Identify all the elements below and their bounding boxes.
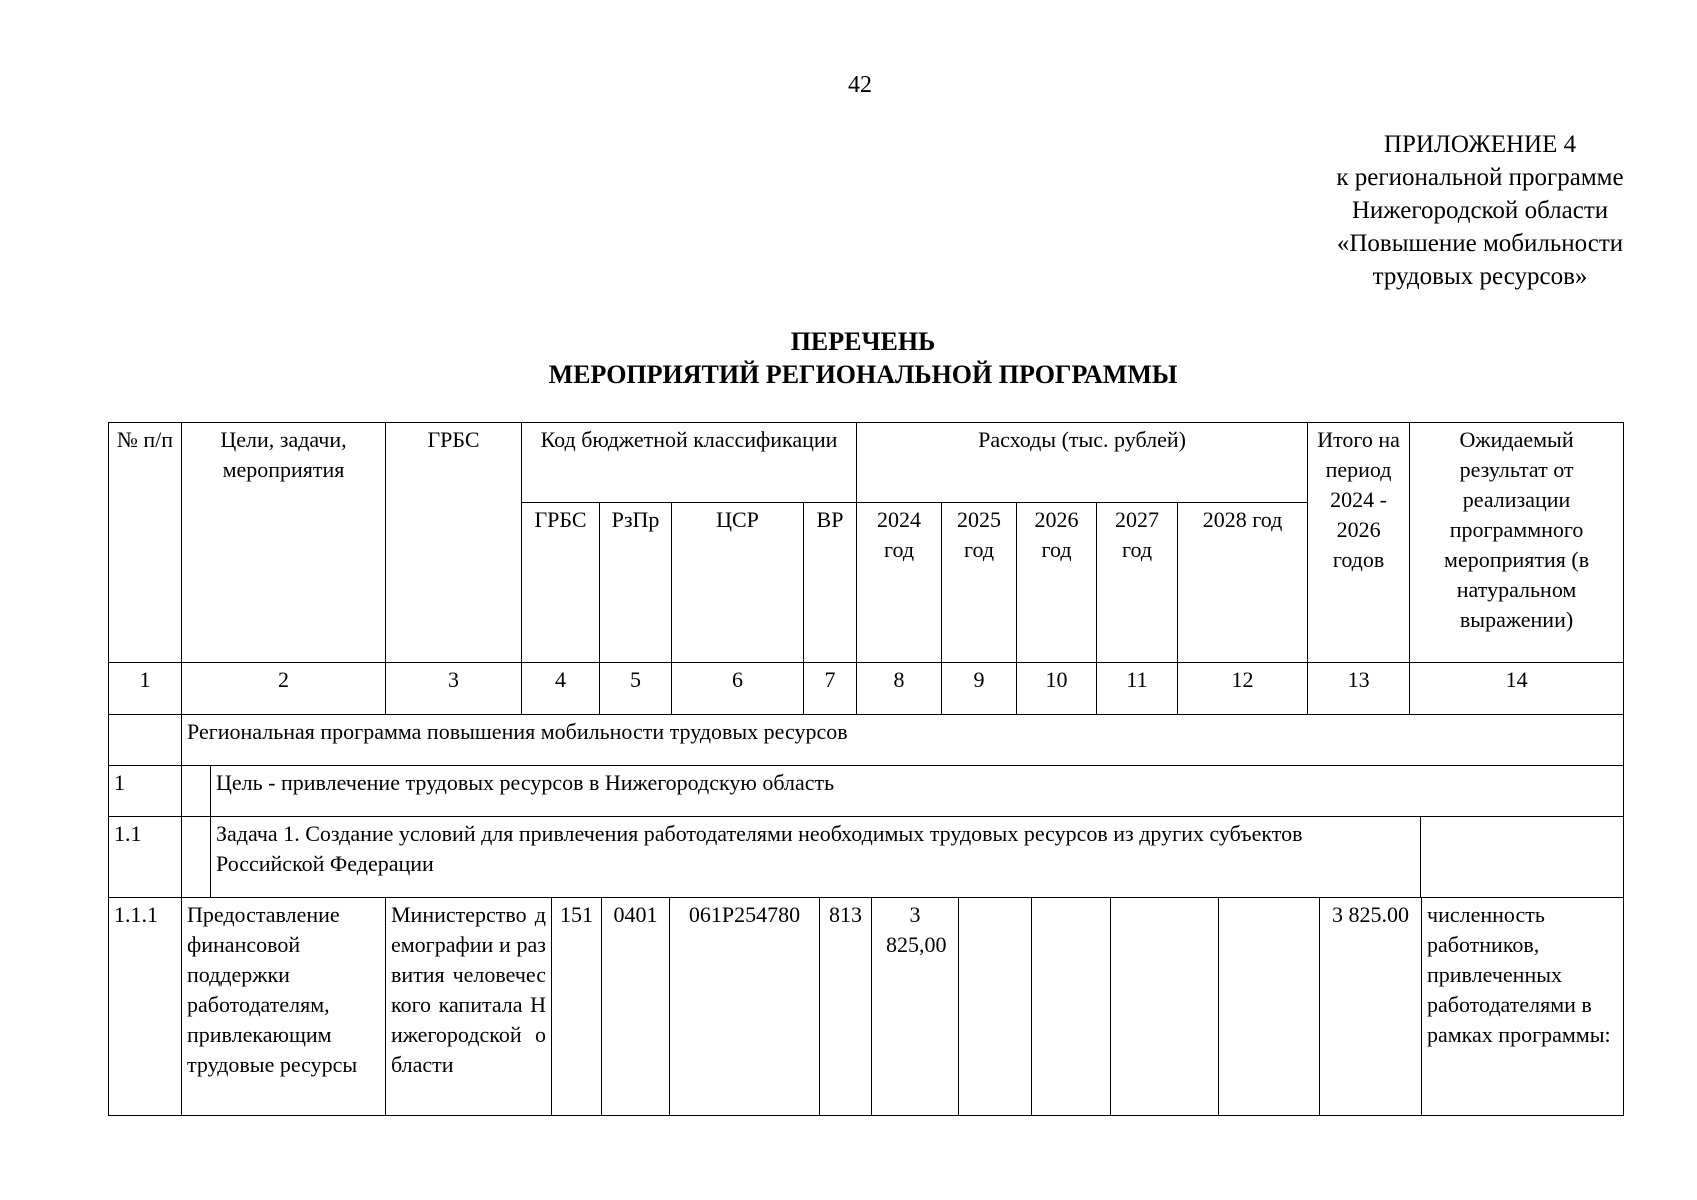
measure-2026 [1032, 898, 1111, 1116]
program-goal-table [108, 714, 1624, 817]
task-row [109, 817, 1624, 898]
header-num: № п/п [109, 423, 182, 663]
appendix-line: ПРИЛОЖЕНИЕ 4 [1383, 131, 1577, 158]
measure-number: 1.1.1 [109, 898, 182, 1116]
column-number: 1 [109, 663, 182, 715]
measure-grbs-name: Министерство демографии и развития человеческого капитала Нижегородской области [386, 898, 552, 1116]
header-table [108, 422, 1624, 715]
header-year-2027: 2027 год [1097, 503, 1178, 663]
column-number: 5 [600, 663, 672, 715]
appendix-line: трудовых ресурсов» [1372, 263, 1588, 290]
header-year-2026: 2026 год [1017, 503, 1097, 663]
program-row [109, 715, 1624, 766]
appendix-line: «Повышение мобильности [1336, 230, 1624, 257]
column-number: 6 [672, 663, 804, 715]
measure-table [108, 897, 1624, 1116]
header-year-2024: 2024 год [857, 503, 942, 663]
measure-name: Предоставление финансовой поддержки работодателям, привлекающим трудовые ресурсы [182, 898, 386, 1116]
header-result: Ожидаемый результат от реализации программного мероприятия (в натуральном выражении) [1410, 423, 1624, 663]
column-number: 13 [1308, 663, 1410, 715]
column-number: 9 [942, 663, 1017, 715]
document-title [0, 325, 1697, 391]
header-code-rzpr: РзПр [600, 503, 672, 663]
appendix-heading [1180, 128, 1697, 293]
column-numbers-row [109, 663, 1624, 715]
measure-code-vr: 813 [820, 898, 872, 1116]
measure-row [109, 898, 1624, 1116]
header-expenses: Расходы (тыс. рублей) [857, 423, 1308, 503]
header-year-2028: 2028 год [1178, 503, 1308, 663]
measure-2027 [1111, 898, 1219, 1116]
program-name: Региональная программа повышения мобильности трудовых ресурсов [182, 715, 1624, 766]
page-number: 42 [848, 72, 872, 98]
title-line: ПЕРЕЧЕНЬ [790, 327, 936, 356]
column-number: 3 [386, 663, 522, 715]
measure-result: численность работников, привлеченных работодателями в рамках программы: [1422, 898, 1624, 1116]
title-line: МЕРОПРИЯТИЙ РЕГИОНАЛЬНОЙ ПРОГРАММЫ [548, 360, 1178, 389]
task-table [108, 816, 1624, 898]
column-number: 11 [1097, 663, 1178, 715]
header-code-grbs: ГРБС [522, 503, 600, 663]
measure-code-csr: 061Р254780 [670, 898, 820, 1116]
task-number: 1.1 [109, 817, 182, 898]
goal-text: Цель - привлечение трудовых ресурсов в Нижегородскую область [211, 766, 1624, 817]
goal-row [109, 766, 1624, 817]
measure-code-rzpr: 0401 [602, 898, 670, 1116]
task-text: Задача 1. Создание условий для привлечения работодателями необходимых трудовых ресурсов из других субъектов Российской Федерации [211, 817, 1421, 898]
column-number: 8 [857, 663, 942, 715]
header-budget-code: Код бюджетной классификации [522, 423, 857, 503]
measure-2025 [959, 898, 1032, 1116]
column-number: 7 [804, 663, 857, 715]
appendix-line: к региональной программе [1336, 164, 1624, 191]
appendix-line: Нижегородской области [1351, 197, 1609, 224]
header-total: Итого на период 2024 - 2026 годов [1308, 423, 1410, 663]
goal-number: 1 [109, 766, 182, 817]
column-number: 2 [182, 663, 386, 715]
measure-2024: 3 825,00 [872, 898, 959, 1116]
column-number: 4 [522, 663, 600, 715]
column-number: 10 [1017, 663, 1097, 715]
column-number: 12 [1178, 663, 1308, 715]
measure-2028 [1219, 898, 1320, 1116]
header-grbs: ГРБС [386, 423, 522, 663]
measure-code-grbs: 151 [552, 898, 602, 1116]
header-year-2025: 2025 год [942, 503, 1017, 663]
header-code-csr: ЦСР [672, 503, 804, 663]
header-goals: Цели, задачи, мероприятия [182, 423, 386, 663]
column-number: 14 [1410, 663, 1624, 715]
header-code-vr: ВР [804, 503, 857, 663]
measure-total: 3 825.00 [1320, 898, 1422, 1116]
